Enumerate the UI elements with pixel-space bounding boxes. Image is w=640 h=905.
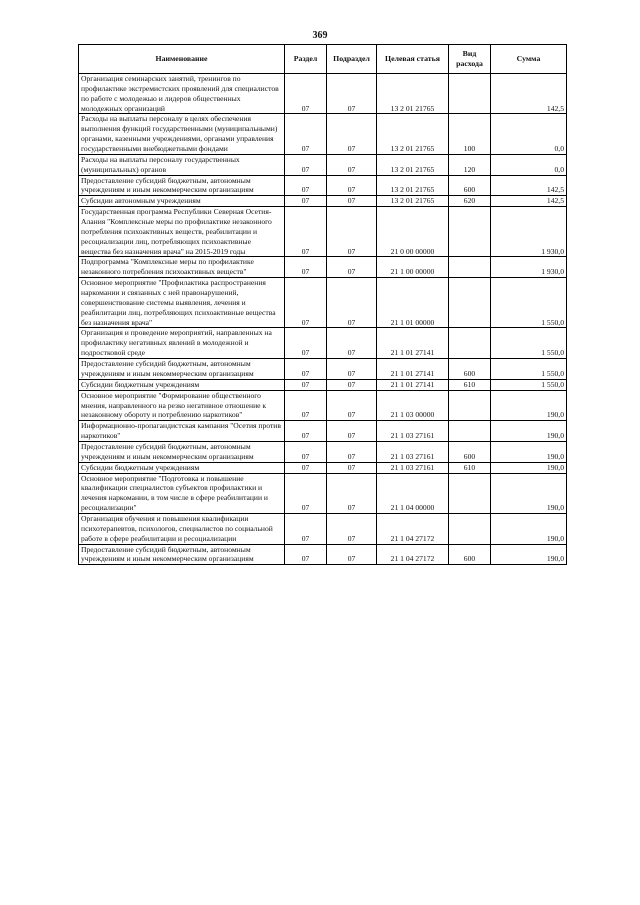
row-subsection-cell: 07 xyxy=(327,74,377,114)
row-expense-type-cell: 610 xyxy=(449,379,491,390)
table-row xyxy=(79,462,567,473)
row-subsection-cell: 07 xyxy=(327,462,377,473)
page-number: 369 xyxy=(312,30,328,41)
row-target-cell: 13 2 01 21765 xyxy=(377,175,449,196)
row-target-cell: 21 1 03 00000 xyxy=(377,390,449,421)
row-amount-cell: 142,5 xyxy=(491,74,567,114)
row-target-cell: 21 1 01 27141 xyxy=(377,328,449,359)
row-name-cell: Основное мероприятие "Подготовка и повышение квалификации специалистов субъектов профилактики и лечения наркомании, в том числе в сфере реабилитации и ресоциализации" xyxy=(79,473,285,513)
row-name-cell: Расходы на выплаты персоналу в целях обеспечения выполнения функций государственными (муниципальными) органами, казенными учреждениями, органами управления государственными внебюджетными фондами xyxy=(79,114,285,154)
row-target-cell: 21 1 01 27141 xyxy=(377,379,449,390)
row-name-cell: Субсидии бюджетным учреждениям xyxy=(79,379,285,390)
row-amount-cell: 190,0 xyxy=(491,441,567,462)
row-expense-type-cell: 620 xyxy=(449,196,491,207)
row-section-cell: 07 xyxy=(285,114,327,154)
row-name-cell: Предоставление субсидий бюджетным, автономным учреждениям и иным некоммерческим организациям xyxy=(79,441,285,462)
row-section-cell: 07 xyxy=(285,154,327,175)
row-expense-type-cell xyxy=(449,421,491,442)
row-name-cell: Предоставление субсидий бюджетным, автономным учреждениям и иным некоммерческим организациям xyxy=(79,544,285,565)
table-row xyxy=(79,544,567,565)
column-header-name: Наименование xyxy=(79,45,285,74)
row-amount-cell: 0,0 xyxy=(491,114,567,154)
column-header-subsection: Подраздел xyxy=(327,45,377,74)
table-row xyxy=(79,441,567,462)
row-expense-type-cell: 600 xyxy=(449,544,491,565)
row-name-cell: Расходы на выплаты персоналу государственных (муниципальных) органов xyxy=(79,154,285,175)
row-target-cell: 13 2 01 21765 xyxy=(377,154,449,175)
row-subsection-cell: 07 xyxy=(327,441,377,462)
row-name-cell: Организация семинарских занятий, тренингов по профилактике экстремистских проявлений для специалистов по работе с молодежью и лидеров общественных молодежных организаций xyxy=(79,74,285,114)
row-expense-type-cell xyxy=(449,257,491,278)
row-name-cell: Субсидии бюджетным учреждениям xyxy=(79,462,285,473)
row-name-cell: Предоставление субсидий бюджетным, автономным учреждениям и иным некоммерческим организациям xyxy=(79,175,285,196)
row-name-cell: Подпрограмма "Комплексные меры по профилактике незаконного потребления психоактивных веществ" xyxy=(79,257,285,278)
row-amount-cell: 190,0 xyxy=(491,462,567,473)
row-name-cell: Государственная программа Республики Северная Осетия-Алания "Комплексные меры по профилактике незаконного потребления психоактивных веществ, реабилитации и ресоциализации лиц, потребляющих психоактивные вещества без назначения врача" на 2015-2019 годы xyxy=(79,207,285,257)
row-expense-type-cell: 600 xyxy=(449,441,491,462)
row-expense-type-cell xyxy=(449,278,491,328)
row-expense-type-cell xyxy=(449,390,491,421)
row-amount-cell: 1 550,0 xyxy=(491,379,567,390)
row-amount-cell: 190,0 xyxy=(491,421,567,442)
table-row xyxy=(79,278,567,328)
row-section-cell: 07 xyxy=(285,473,327,513)
row-amount-cell: 1 550,0 xyxy=(491,359,567,380)
row-section-cell: 07 xyxy=(285,421,327,442)
row-section-cell: 07 xyxy=(285,462,327,473)
row-subsection-cell: 07 xyxy=(327,359,377,380)
column-header-section: Раздел xyxy=(285,45,327,74)
table-row xyxy=(79,257,567,278)
row-expense-type-cell xyxy=(449,473,491,513)
table-row xyxy=(79,114,567,154)
row-subsection-cell: 07 xyxy=(327,114,377,154)
row-target-cell: 13 2 01 21765 xyxy=(377,114,449,154)
row-target-cell: 21 1 03 27161 xyxy=(377,441,449,462)
row-subsection-cell: 07 xyxy=(327,278,377,328)
row-section-cell: 07 xyxy=(285,207,327,257)
budget-table xyxy=(78,44,567,565)
table-row xyxy=(79,196,567,207)
row-target-cell: 21 1 04 00000 xyxy=(377,473,449,513)
row-section-cell: 07 xyxy=(285,359,327,380)
table-row xyxy=(79,207,567,257)
table-row xyxy=(79,513,567,544)
row-amount-cell: 190,0 xyxy=(491,473,567,513)
row-expense-type-cell: 100 xyxy=(449,114,491,154)
row-section-cell: 07 xyxy=(285,379,327,390)
row-name-cell: Основное мероприятие "Профилактика распространения наркомании и связанных с ней правонарушений, совершенствование системы выявления, лечения и реабилитации лиц, потребляющих психоактивные вещества без назначения врача" xyxy=(79,278,285,328)
row-section-cell: 07 xyxy=(285,513,327,544)
column-header-target: Целевая статья xyxy=(377,45,449,74)
row-target-cell: 13 2 01 21765 xyxy=(377,74,449,114)
row-target-cell: 21 1 01 00000 xyxy=(377,278,449,328)
row-subsection-cell: 07 xyxy=(327,513,377,544)
row-subsection-cell: 07 xyxy=(327,544,377,565)
row-section-cell: 07 xyxy=(285,175,327,196)
row-amount-cell: 0,0 xyxy=(491,154,567,175)
row-subsection-cell: 07 xyxy=(327,175,377,196)
row-target-cell: 13 2 01 21765 xyxy=(377,196,449,207)
row-subsection-cell: 07 xyxy=(327,207,377,257)
row-amount-cell: 1 930,0 xyxy=(491,257,567,278)
column-header-expense-type: Вид расхода xyxy=(449,45,491,74)
row-section-cell: 07 xyxy=(285,257,327,278)
row-amount-cell: 1 550,0 xyxy=(491,278,567,328)
row-subsection-cell: 07 xyxy=(327,421,377,442)
row-section-cell: 07 xyxy=(285,390,327,421)
table-row xyxy=(79,473,567,513)
table-header-row xyxy=(79,45,567,74)
row-target-cell: 21 1 01 27141 xyxy=(377,359,449,380)
row-amount-cell: 190,0 xyxy=(491,390,567,421)
row-subsection-cell: 07 xyxy=(327,473,377,513)
column-header-amount: Сумма xyxy=(491,45,567,74)
table-row xyxy=(79,175,567,196)
table-row xyxy=(79,154,567,175)
row-expense-type-cell xyxy=(449,328,491,359)
row-expense-type-cell: 600 xyxy=(449,175,491,196)
row-target-cell: 21 1 04 27172 xyxy=(377,544,449,565)
row-amount-cell: 190,0 xyxy=(491,544,567,565)
row-section-cell: 07 xyxy=(285,441,327,462)
row-amount-cell: 142,5 xyxy=(491,175,567,196)
table-row xyxy=(79,390,567,421)
row-name-cell: Предоставление субсидий бюджетным, автономным учреждениям и иным некоммерческим организациям xyxy=(79,359,285,380)
row-section-cell: 07 xyxy=(285,196,327,207)
row-expense-type-cell: 610 xyxy=(449,462,491,473)
row-name-cell: Организация обучения и повышения квалификации психотерапевтов, психологов, специалистов по социальной работе в сфере реабилитации и ресоциализации xyxy=(79,513,285,544)
row-subsection-cell: 07 xyxy=(327,390,377,421)
row-section-cell: 07 xyxy=(285,544,327,565)
row-amount-cell: 190,0 xyxy=(491,513,567,544)
row-section-cell: 07 xyxy=(285,278,327,328)
row-target-cell: 21 0 00 00000 xyxy=(377,207,449,257)
row-expense-type-cell xyxy=(449,207,491,257)
row-subsection-cell: 07 xyxy=(327,257,377,278)
row-name-cell: Информационно-пропагандистская кампания "Осетия против наркотиков" xyxy=(79,421,285,442)
row-name-cell: Субсидии автономным учреждениям xyxy=(79,196,285,207)
row-subsection-cell: 07 xyxy=(327,379,377,390)
row-amount-cell: 142,5 xyxy=(491,196,567,207)
row-subsection-cell: 07 xyxy=(327,154,377,175)
table-row xyxy=(79,328,567,359)
row-expense-type-cell xyxy=(449,513,491,544)
row-target-cell: 21 1 03 27161 xyxy=(377,462,449,473)
row-expense-type-cell: 120 xyxy=(449,154,491,175)
row-amount-cell: 1 550,0 xyxy=(491,328,567,359)
row-expense-type-cell: 600 xyxy=(449,359,491,380)
table-row xyxy=(79,74,567,114)
row-target-cell: 21 1 04 27172 xyxy=(377,513,449,544)
row-name-cell: Организация и проведение мероприятий, направленных на профилактику негативных явлений в молодежной и подростковой среде xyxy=(79,328,285,359)
row-target-cell: 21 1 03 27161 xyxy=(377,421,449,442)
table-row xyxy=(79,359,567,380)
row-name-cell: Основное мероприятие "Формирование общественного мнения, направленного на резко негативное отношение к незаконному обороту и потреблению наркотиков" xyxy=(79,390,285,421)
row-expense-type-cell xyxy=(449,74,491,114)
row-subsection-cell: 07 xyxy=(327,196,377,207)
row-section-cell: 07 xyxy=(285,328,327,359)
table-row xyxy=(79,421,567,442)
table-row xyxy=(79,379,567,390)
row-subsection-cell: 07 xyxy=(327,328,377,359)
row-amount-cell: 1 930,0 xyxy=(491,207,567,257)
row-section-cell: 07 xyxy=(285,74,327,114)
row-target-cell: 21 1 00 00000 xyxy=(377,257,449,278)
